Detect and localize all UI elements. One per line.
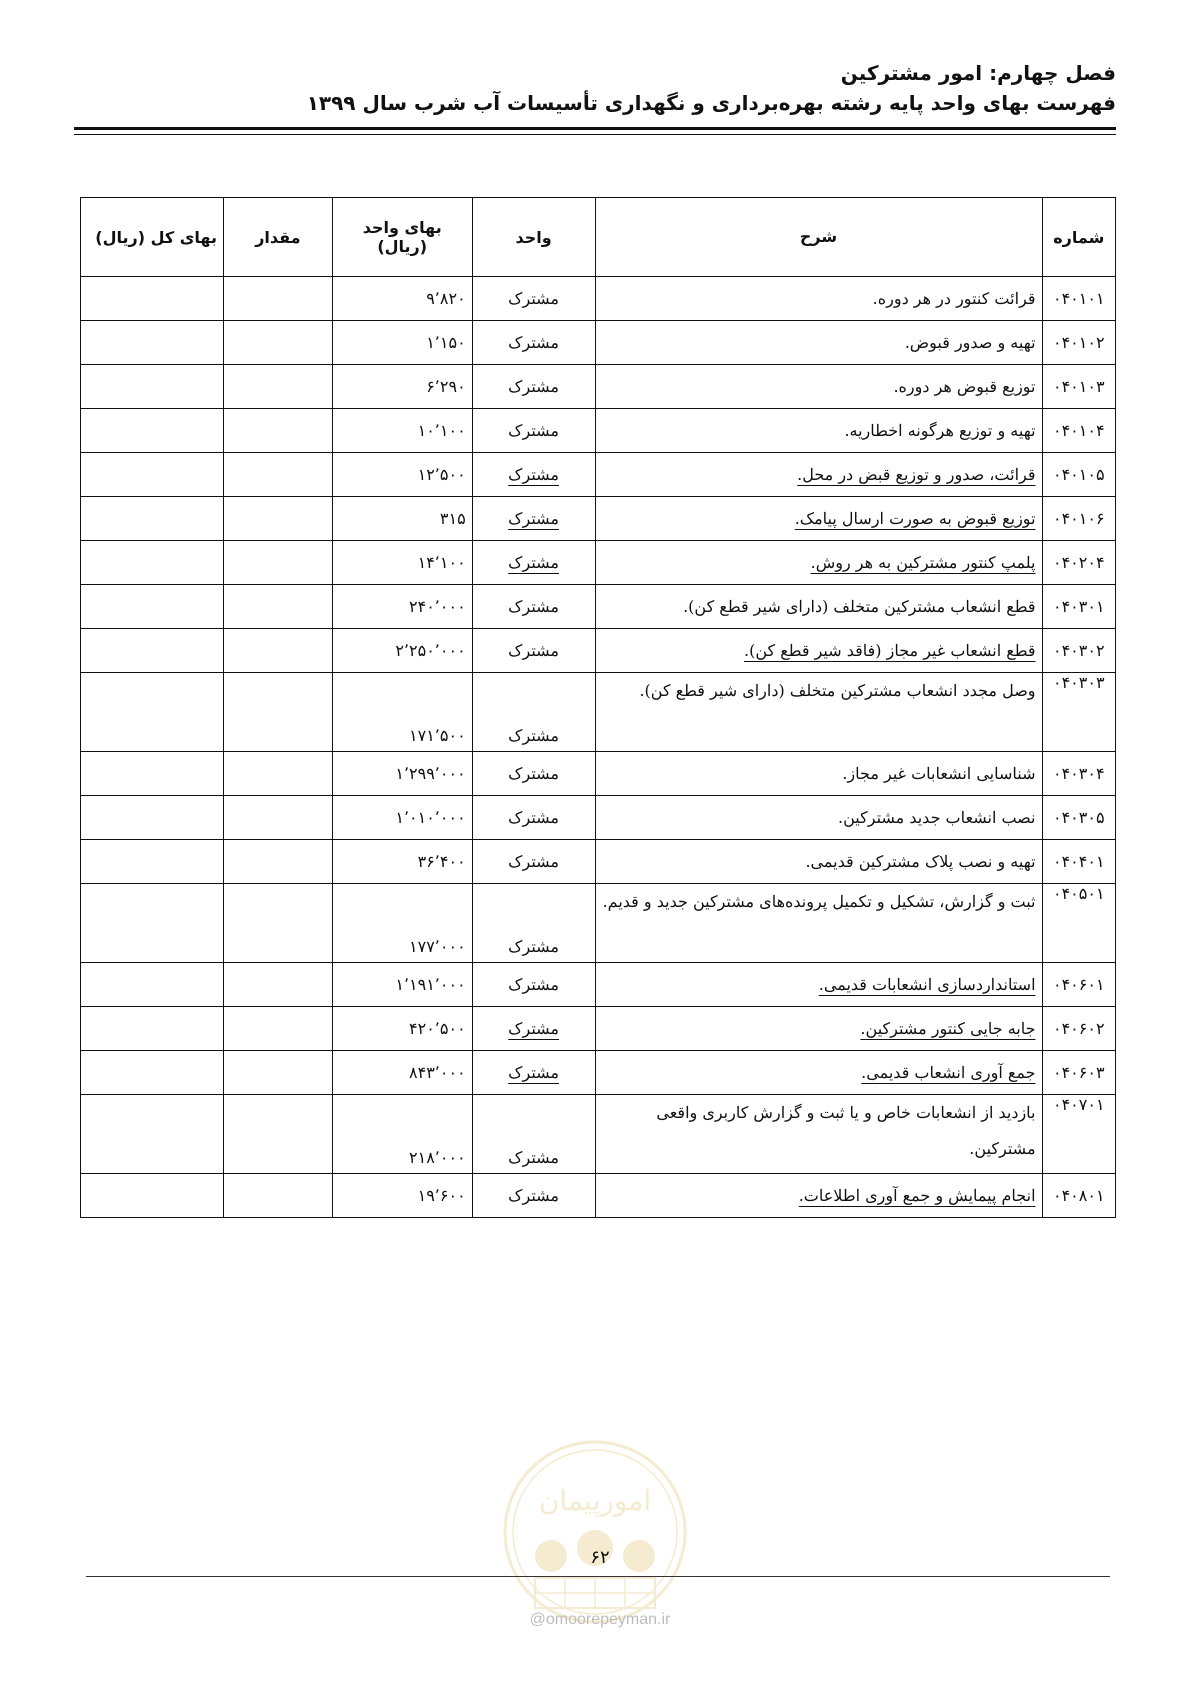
row-quantity	[224, 963, 333, 1007]
table-row	[81, 840, 1116, 884]
row-total	[81, 1174, 224, 1218]
row-unit: مشترک	[472, 796, 595, 840]
row-desc-text: استانداردسازی انشعابات قدیمی.	[818, 974, 1036, 994]
row-code: ۰۴۰۱۰۱	[1042, 277, 1115, 321]
row-unit-text: مشترک	[508, 1063, 559, 1082]
row-desc-text: توزیع قبوض به صورت ارسال پیامک.	[794, 508, 1036, 528]
row-unit-price: ۹٬۸۲۰	[332, 277, 472, 321]
table-row	[81, 365, 1116, 409]
row-quantity	[224, 1174, 333, 1218]
row-quantity	[224, 1007, 333, 1051]
table-row	[81, 453, 1116, 497]
row-total	[81, 752, 224, 796]
row-desc: وصل مجدد انشعاب مشترکین متخلف (دارای شیر قطع کن).	[595, 673, 1042, 752]
row-quantity	[224, 365, 333, 409]
page-number: ۶۲	[590, 1547, 610, 1568]
row-desc	[595, 1174, 1042, 1218]
row-code: ۰۴۰۱۰۳	[1042, 365, 1115, 409]
row-desc-text: پلمپ کنتور مشترکین به هر روش.	[810, 552, 1036, 572]
row-unit-price: ۱۷۷٬۰۰۰	[332, 884, 472, 963]
row-unit-price: ۳۱۵	[332, 497, 472, 541]
row-desc: ثبت و گزارش، تشکیل و تکمیل پرونده‌های مشترکین جدید و قدیم.	[595, 884, 1042, 963]
watermark-seal	[501, 1438, 689, 1626]
row-desc	[595, 629, 1042, 673]
row-quantity	[224, 884, 333, 963]
table-row	[81, 585, 1116, 629]
unit-price-label: بهای واحد	[362, 218, 442, 237]
page-header	[74, 58, 1116, 118]
table-row	[81, 409, 1116, 453]
row-total	[81, 963, 224, 1007]
row-desc	[595, 497, 1042, 541]
price-list-table	[80, 197, 1116, 1218]
site-watermark: @omoorepeyman.ir	[529, 1611, 671, 1628]
row-code: ۰۴۰۳۰۲	[1042, 629, 1115, 673]
col-header-desc: شرح	[595, 198, 1042, 277]
row-quantity	[224, 585, 333, 629]
col-header-quantity: مقدار	[224, 198, 333, 277]
row-quantity	[224, 1051, 333, 1095]
row-unit-text: مشترک	[508, 509, 559, 528]
col-header-code: شماره	[1042, 198, 1115, 277]
row-unit	[472, 1007, 595, 1051]
table-row	[81, 277, 1116, 321]
row-code: ۰۴۰۳۰۳	[1042, 673, 1115, 752]
row-total	[81, 1095, 224, 1174]
row-desc: قرائت کنتور در هر دوره.	[595, 277, 1042, 321]
row-total	[81, 453, 224, 497]
row-desc-text: قطع انشعاب غیر مجاز (فاقد شیر قطع کن).	[743, 640, 1036, 660]
row-total	[81, 1051, 224, 1095]
document-title: فهرست بهای واحد پایه رشته بهره‌برداری و نگهداری تأسیسات آب شرب سال ۱۳۹۹	[306, 91, 1116, 115]
row-unit-price: ۱٬۱۵۰	[332, 321, 472, 365]
row-unit	[472, 497, 595, 541]
table-row	[81, 796, 1116, 840]
row-desc	[595, 1007, 1042, 1051]
row-code: ۰۴۰۱۰۲	[1042, 321, 1115, 365]
row-unit-price: ۳۶٬۴۰۰	[332, 840, 472, 884]
row-total	[81, 365, 224, 409]
row-total	[81, 629, 224, 673]
row-quantity	[224, 629, 333, 673]
row-unit-price: ۱۰٬۱۰۰	[332, 409, 472, 453]
row-desc	[595, 1051, 1042, 1095]
table-row	[81, 629, 1116, 673]
row-unit-text: مشترک	[508, 553, 559, 572]
row-unit-price: ۱٬۲۹۹٬۰۰۰	[332, 752, 472, 796]
table-row	[81, 321, 1116, 365]
row-unit: مشترک	[472, 963, 595, 1007]
row-total	[81, 840, 224, 884]
row-unit: مشترک	[472, 1095, 595, 1174]
row-unit: مشترک	[472, 752, 595, 796]
row-unit-price: ۴۲۰٬۵۰۰	[332, 1007, 472, 1051]
row-code: ۰۴۰۱۰۴	[1042, 409, 1115, 453]
row-unit-text: مشترک	[508, 465, 559, 484]
row-desc	[595, 453, 1042, 497]
row-unit	[472, 453, 595, 497]
row-total	[81, 321, 224, 365]
row-unit-price: ۲۱۸٬۰۰۰	[332, 1095, 472, 1174]
row-desc: نصب انشعاب جدید مشترکین.	[595, 796, 1042, 840]
row-unit-price: ۸۴۳٬۰۰۰	[332, 1051, 472, 1095]
chapter-heading: فصل چهارم: امور مشترکین	[840, 61, 1116, 85]
table-row	[81, 884, 1116, 963]
row-quantity	[224, 673, 333, 752]
row-unit: مشترک	[472, 277, 595, 321]
table-row	[81, 1051, 1116, 1095]
header-rule-thin	[74, 134, 1116, 135]
row-unit: مشترک	[472, 884, 595, 963]
row-total	[81, 409, 224, 453]
table-row	[81, 752, 1116, 796]
row-desc-text: جابه جایی کنتور مشترکین.	[860, 1018, 1036, 1038]
row-quantity	[224, 796, 333, 840]
row-unit: مشترک	[472, 840, 595, 884]
col-header-unit: واحد	[472, 198, 595, 277]
row-unit-price: ۱۲٬۵۰۰	[332, 453, 472, 497]
col-header-unit-price	[332, 198, 472, 277]
row-desc-text: جمع آوری انشعاب قدیمی.	[861, 1062, 1036, 1082]
row-unit	[472, 541, 595, 585]
row-quantity	[224, 277, 333, 321]
col-header-total: بهای کل (ریال)	[81, 198, 224, 277]
row-desc-text: انجام پیمایش و جمع آوری اطلاعات.	[798, 1185, 1036, 1205]
row-quantity	[224, 1095, 333, 1174]
row-unit-price: ۱٬۱۹۱٬۰۰۰	[332, 963, 472, 1007]
row-code: ۰۴۰۳۰۱	[1042, 585, 1115, 629]
row-code: ۰۴۰۲۰۴	[1042, 541, 1115, 585]
row-unit	[472, 1051, 595, 1095]
header-rule-thick	[74, 127, 1116, 130]
row-quantity	[224, 321, 333, 365]
row-total	[81, 673, 224, 752]
watermark-text: امورپیمان	[538, 1484, 652, 1517]
row-unit-price: ۱۹٬۶۰۰	[332, 1174, 472, 1218]
row-code: ۰۴۰۶۰۳	[1042, 1051, 1115, 1095]
row-unit: مشترک	[472, 629, 595, 673]
row-desc: تهیه و نصب پلاک مشترکین قدیمی.	[595, 840, 1042, 884]
row-code: ۰۴۰۶۰۲	[1042, 1007, 1115, 1051]
row-unit-text: مشترک	[508, 1019, 559, 1038]
row-code: ۰۴۰۷۰۱	[1042, 1095, 1115, 1174]
row-desc	[595, 963, 1042, 1007]
row-total	[81, 884, 224, 963]
row-quantity	[224, 752, 333, 796]
row-quantity	[224, 840, 333, 884]
table-row	[81, 497, 1116, 541]
table-row	[81, 1095, 1116, 1174]
row-code: ۰۴۰۴۰۱	[1042, 840, 1115, 884]
row-code: ۰۴۰۱۰۶	[1042, 497, 1115, 541]
row-unit-price: ۱۴٬۱۰۰	[332, 541, 472, 585]
table-row	[81, 1174, 1116, 1218]
row-quantity	[224, 497, 333, 541]
row-code: ۰۴۰۱۰۵	[1042, 453, 1115, 497]
row-unit-price: ۲۴۰٬۰۰۰	[332, 585, 472, 629]
row-total	[81, 796, 224, 840]
row-total	[81, 585, 224, 629]
row-total	[81, 497, 224, 541]
row-total	[81, 541, 224, 585]
row-desc: تهیه و توزیع هرگونه اخطاریه.	[595, 409, 1042, 453]
footer-rule	[86, 1576, 1110, 1577]
table-row	[81, 541, 1116, 585]
row-unit: مشترک	[472, 673, 595, 752]
row-total	[81, 1007, 224, 1051]
row-code: ۰۴۰۳۰۵	[1042, 796, 1115, 840]
row-desc: تهیه و صدور قبوض.	[595, 321, 1042, 365]
row-desc-text: قرائت، صدور و توزیع قبض در محل.	[797, 464, 1036, 484]
row-unit-price: ۲٬۲۵۰٬۰۰۰	[332, 629, 472, 673]
row-unit-price: ۱۷۱٬۵۰۰	[332, 673, 472, 752]
row-quantity	[224, 409, 333, 453]
unit-price-currency: (ریال)	[377, 237, 428, 256]
row-unit: مشترک	[472, 321, 595, 365]
row-unit: مشترک	[472, 585, 595, 629]
row-desc: بازدید از انشعابات خاص و یا ثبت و گزارش کاربری واقعی مشترکین.	[595, 1095, 1042, 1174]
row-unit: مشترک	[472, 365, 595, 409]
row-quantity	[224, 453, 333, 497]
row-total	[81, 277, 224, 321]
row-unit-price: ۱٬۰۱۰٬۰۰۰	[332, 796, 472, 840]
table-header-row	[81, 198, 1116, 277]
row-desc	[595, 541, 1042, 585]
table-row	[81, 1007, 1116, 1051]
table-row	[81, 673, 1116, 752]
row-desc: قطع انشعاب مشترکین متخلف (دارای شیر قطع کن).	[595, 585, 1042, 629]
row-desc: توزیع قبوض هر دوره.	[595, 365, 1042, 409]
row-code: ۰۴۰۳۰۴	[1042, 752, 1115, 796]
row-unit-price: ۶٬۲۹۰	[332, 365, 472, 409]
row-code: ۰۴۰۶۰۱	[1042, 963, 1115, 1007]
row-unit: مشترک	[472, 1174, 595, 1218]
row-code: ۰۴۰۸۰۱	[1042, 1174, 1115, 1218]
row-code: ۰۴۰۵۰۱	[1042, 884, 1115, 963]
row-quantity	[224, 541, 333, 585]
table-row	[81, 963, 1116, 1007]
row-desc: شناسایی انشعابات غیر مجاز.	[595, 752, 1042, 796]
row-unit: مشترک	[472, 409, 595, 453]
